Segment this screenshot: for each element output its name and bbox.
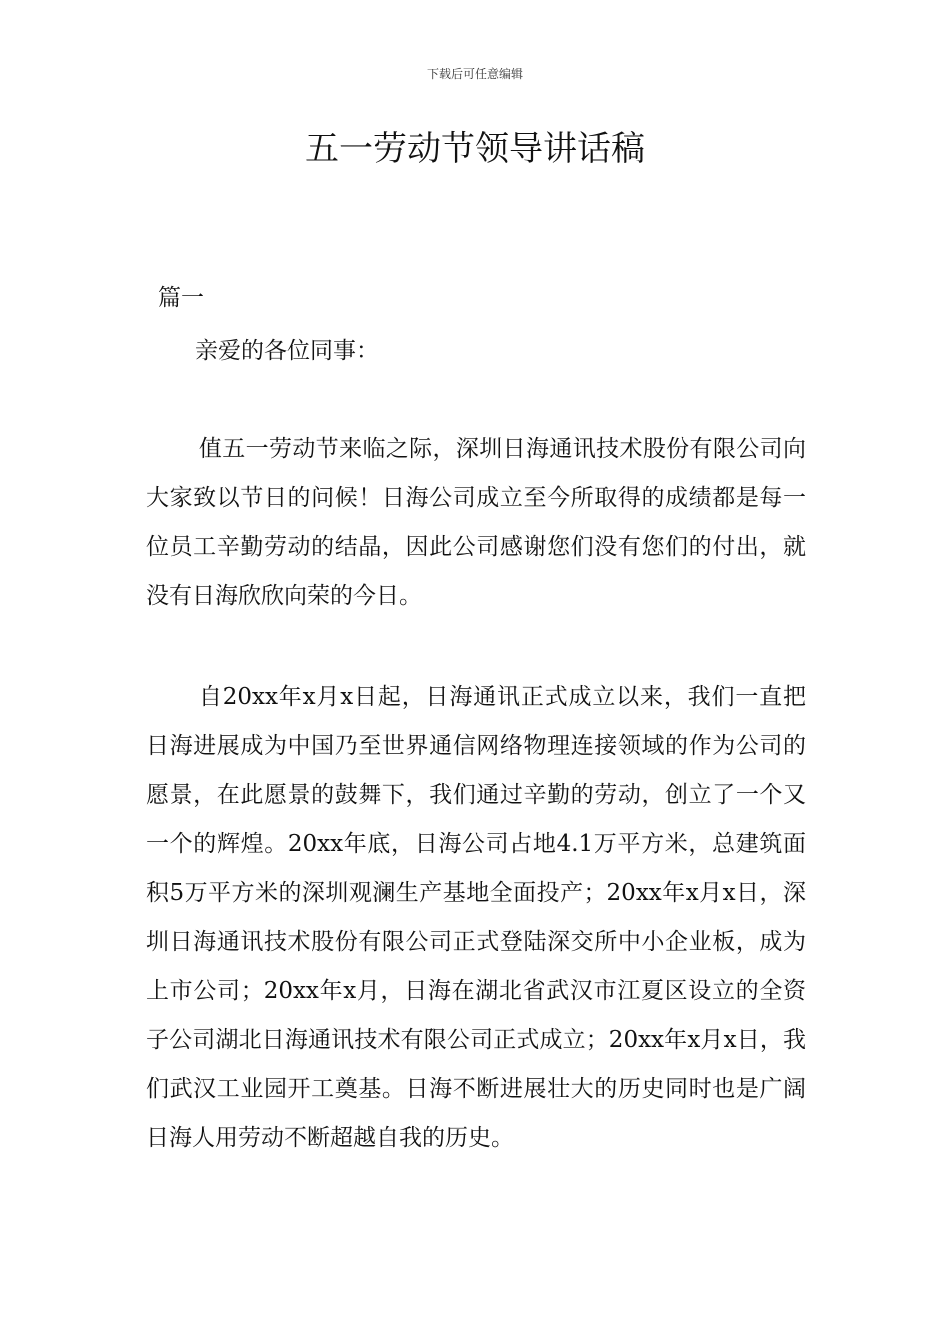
body-paragraph: 自20xx年x月x日起，日海通讯正式成立以来，我们一直把日海进展成为中国乃至世界通信网络物理连接领域的作为公司的愿景，在此愿景的鼓舞下，我们通过辛勤的劳动，创立了一个又一个的辉煌。20xx年底，日海公司占地4.1万平方米，总建筑面积5万平方米的深圳观澜生产基地全面投产；20xx年x月x日，深圳日海通讯技术股份有限公司正式登陆深交所中小企业板，成为上市公司；20xx年x月，日海在湖北省武汉市江夏区设立的全资子公司湖北日海通讯技术有限公司正式成立；20xx年x月x日，我们武汉工业园开工奠基。日海不断进展壮大的历史同时也是广阔日海人用劳动不断超越自我的历史。 — [146, 684, 806, 1151]
header-note: 下载后可任意编辑 — [426, 67, 523, 81]
body-paragraph: 值五一劳动节来临之际，深圳日海通讯技术股份有限公司向大家致以节日的问候！日海公司成立至今所取得的成绩都是每一位员工辛勤劳动的结晶，因此公司感谢您们没有您们的付出，就没有日海欣欣向荣的今日。 — [146, 436, 806, 609]
salutation: 亲爱的各位同事： — [195, 338, 379, 364]
document-title: 五一劳动节领导讲话稿 — [305, 129, 645, 169]
section-label: 篇一 — [158, 285, 204, 311]
